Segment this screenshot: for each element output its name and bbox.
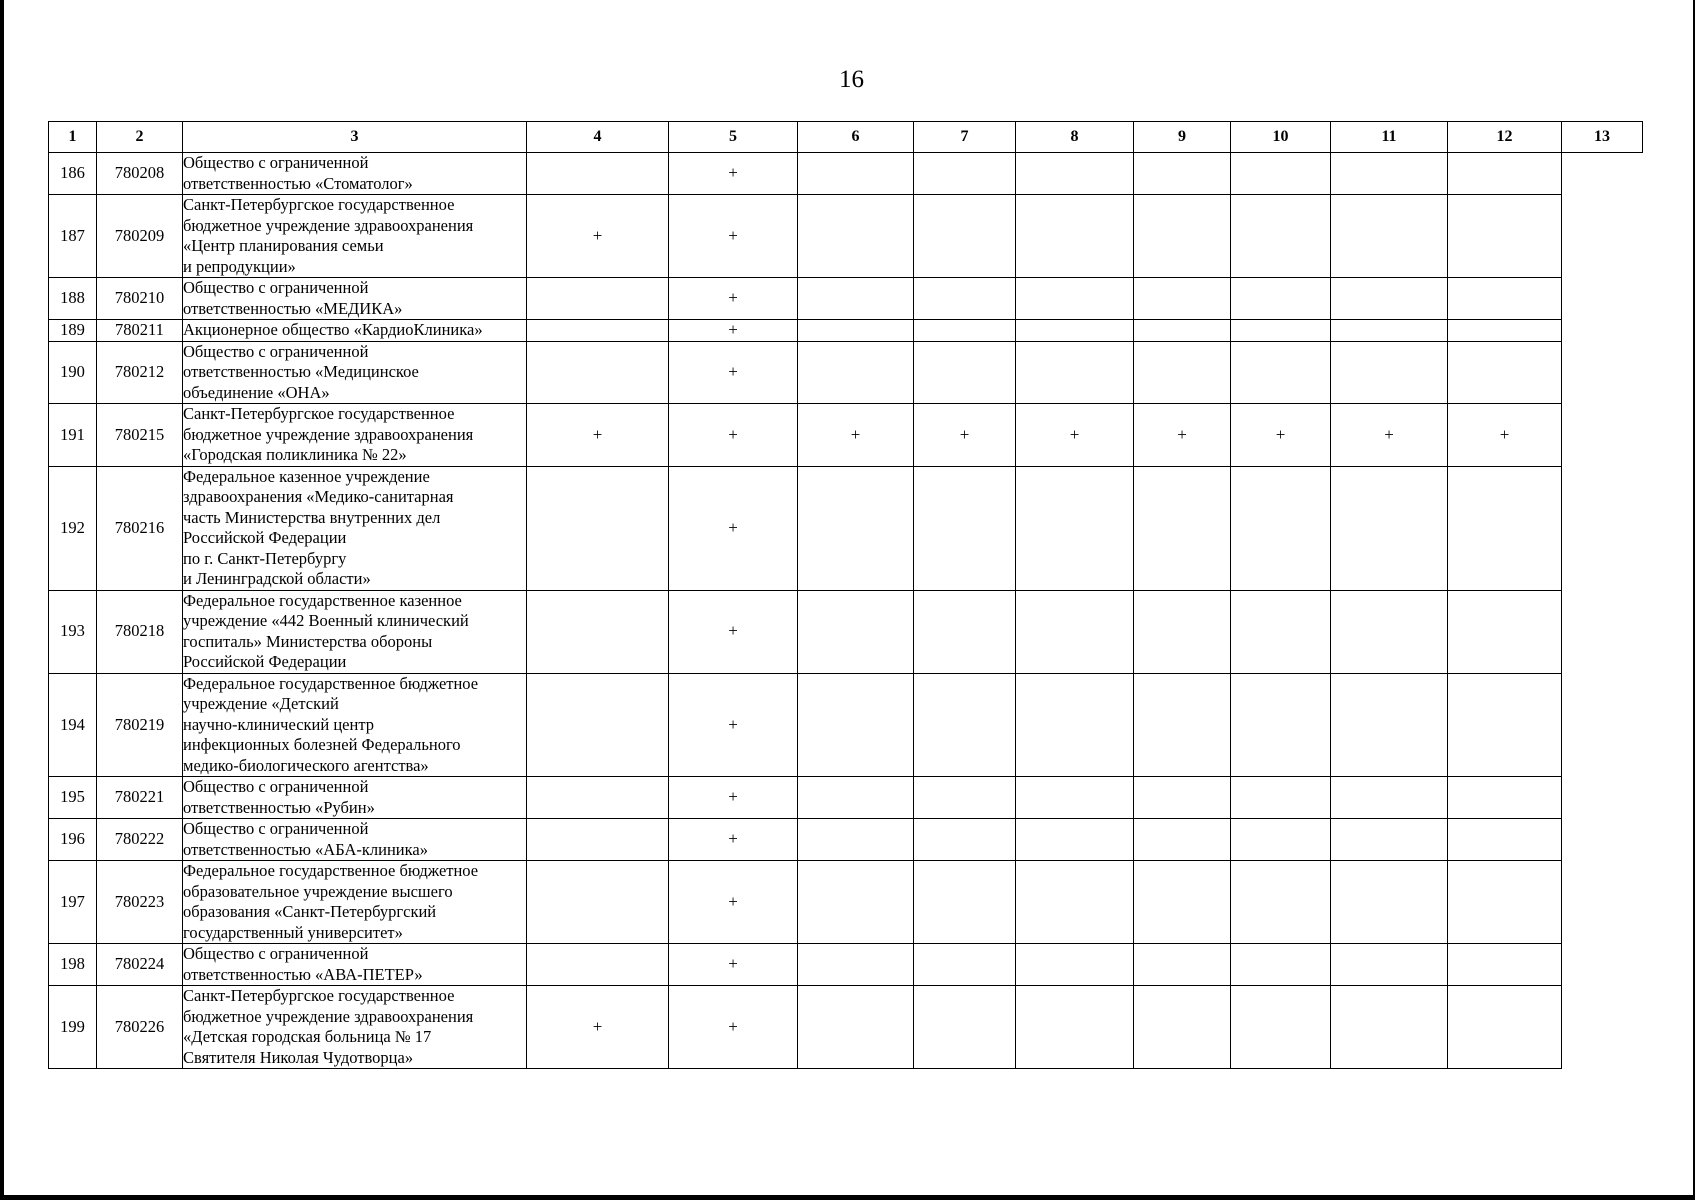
row-number-cell: 192: [49, 466, 97, 590]
mark-cell-col-10: [1231, 986, 1331, 1069]
column-header: 11: [1331, 122, 1448, 153]
mark-cell-col-11: [1331, 590, 1448, 673]
organization-name-line: учреждение «442 Военный клинический: [183, 611, 469, 630]
organization-name-line: и репродукции»: [183, 256, 296, 276]
organization-name-cell: [183, 861, 527, 944]
mark-cell-col-6: [798, 590, 914, 673]
organization-code-cell: 780210: [97, 278, 183, 320]
organization-name-line: часть Министерства внутренних дел: [183, 507, 441, 527]
mark-cell-col-6: [798, 278, 914, 320]
table-row: [49, 341, 1643, 404]
mark-cell-col-11: [1331, 320, 1448, 342]
mark-cell-col-6: [798, 320, 914, 342]
organization-name-cell: [183, 341, 527, 404]
organization-name-line: здравоохранения «Медико-санитарная: [183, 487, 454, 506]
mark-cell-col-12: [1448, 673, 1562, 777]
organization-name-line: Акционерное общество «КардиоКлиника»: [183, 320, 483, 339]
mark-cell-col-9: +: [1134, 404, 1231, 467]
mark-cell-col-7: +: [914, 404, 1016, 467]
mark-cell-col-10: [1231, 195, 1331, 278]
mark-cell-col-8: [1016, 986, 1134, 1069]
mark-cell-col-10: +: [1231, 404, 1331, 467]
table-row: [49, 466, 1643, 590]
mark-cell-col-7: [914, 278, 1016, 320]
organization-name-line: Общество с ограниченной: [183, 153, 369, 172]
organization-name-line: Общество с ограниченной: [183, 944, 369, 963]
organization-name-line: учреждение «Детский: [183, 694, 339, 713]
organization-name-line: бюджетное учреждение здравоохранения: [183, 215, 474, 235]
mark-cell-col-9: [1134, 819, 1231, 861]
column-header: 4: [527, 122, 669, 153]
mark-cell-col-6: [798, 777, 914, 819]
organization-name-line: ответственностью «Рубин»: [183, 797, 375, 817]
registry-table: [48, 121, 1643, 1069]
column-header: 10: [1231, 122, 1331, 153]
row-number-cell: 191: [49, 404, 97, 467]
mark-cell-col-4: [527, 278, 669, 320]
mark-cell-col-4: [527, 819, 669, 861]
table-row: [49, 195, 1643, 278]
mark-cell-col-4: [527, 320, 669, 342]
column-header: 3: [183, 122, 527, 153]
organization-name-line: Российской Федерации: [183, 652, 347, 671]
organization-name-line: госпиталь» Министерства обороны: [183, 631, 433, 651]
mark-cell-col-4: [527, 673, 669, 777]
organization-name-line: ответственностью «Медицинское: [183, 362, 419, 381]
row-number-cell: 195: [49, 777, 97, 819]
organization-name-line: Общество с ограниченной: [183, 278, 369, 297]
row-number-cell: 199: [49, 986, 97, 1069]
mark-cell-col-12: [1448, 590, 1562, 673]
table-row: [49, 278, 1643, 320]
organization-name-line: Общество с ограниченной: [183, 777, 369, 796]
organization-code-cell: 780212: [97, 341, 183, 404]
organization-code-cell: 780221: [97, 777, 183, 819]
mark-cell-col-5: +: [669, 404, 798, 467]
organization-name-line: научно-клинический центр: [183, 714, 374, 734]
column-header: 8: [1016, 122, 1134, 153]
mark-cell-col-5: +: [669, 861, 798, 944]
organization-name-cell: [183, 673, 527, 777]
mark-cell-col-12: [1448, 466, 1562, 590]
mark-cell-col-5: +: [669, 320, 798, 342]
organization-name-line: ответственностью «АВА-ПЕТЕР»: [183, 964, 423, 984]
mark-cell-col-10: [1231, 341, 1331, 404]
organization-name-line: Общество с ограниченной: [183, 819, 369, 838]
organization-code-cell: 780215: [97, 404, 183, 467]
mark-cell-col-5: +: [669, 195, 798, 278]
organization-name-line: Федеральное государственное бюджетное: [183, 673, 479, 693]
mark-cell-col-7: [914, 466, 1016, 590]
mark-cell-col-4: [527, 341, 669, 404]
row-number-cell: 193: [49, 590, 97, 673]
mark-cell-col-10: [1231, 153, 1331, 195]
mark-cell-col-10: [1231, 590, 1331, 673]
column-header: 12: [1448, 122, 1562, 153]
mark-cell-col-11: [1331, 466, 1448, 590]
organization-name-line: образовательное учреждение высшего: [183, 881, 453, 901]
organization-name-line: Федеральное казенное учреждение: [183, 466, 430, 486]
mark-cell-col-12: [1448, 153, 1562, 195]
mark-cell-col-10: [1231, 861, 1331, 944]
column-header: 2: [97, 122, 183, 153]
mark-cell-col-10: [1231, 278, 1331, 320]
mark-cell-col-5: +: [669, 466, 798, 590]
table-row: [49, 944, 1643, 986]
mark-cell-col-10: [1231, 944, 1331, 986]
mark-cell-col-10: [1231, 320, 1331, 342]
mark-cell-col-7: [914, 777, 1016, 819]
mark-cell-col-4: +: [527, 195, 669, 278]
mark-cell-col-12: +: [1448, 404, 1562, 467]
mark-cell-col-4: +: [527, 986, 669, 1069]
mark-cell-col-7: [914, 590, 1016, 673]
organization-name-line: Санкт-Петербургское государственное: [183, 195, 455, 214]
mark-cell-col-4: [527, 466, 669, 590]
row-number-cell: 187: [49, 195, 97, 278]
mark-cell-col-11: [1331, 944, 1448, 986]
mark-cell-col-11: +: [1331, 404, 1448, 467]
mark-cell-col-6: [798, 944, 914, 986]
row-number-cell: 197: [49, 861, 97, 944]
mark-cell-col-6: [798, 466, 914, 590]
table-row: [49, 153, 1643, 195]
mark-cell-col-6: +: [798, 404, 914, 467]
mark-cell-col-6: [798, 195, 914, 278]
mark-cell-col-11: [1331, 819, 1448, 861]
table-row: [49, 777, 1643, 819]
mark-cell-col-4: [527, 153, 669, 195]
mark-cell-col-12: [1448, 944, 1562, 986]
organization-code-cell: 780208: [97, 153, 183, 195]
organization-name-line: бюджетное учреждение здравоохранения: [183, 1006, 474, 1026]
mark-cell-col-7: [914, 673, 1016, 777]
mark-cell-col-5: +: [669, 673, 798, 777]
mark-cell-col-8: [1016, 777, 1134, 819]
organization-name-cell: [183, 590, 527, 673]
mark-cell-col-8: [1016, 153, 1134, 195]
table-row: [49, 404, 1643, 467]
organization-name-line: медико-биологического агентства»: [183, 755, 429, 775]
table-row: [49, 861, 1643, 944]
mark-cell-col-9: [1134, 341, 1231, 404]
table-row: [49, 590, 1643, 673]
mark-cell-col-5: +: [669, 153, 798, 195]
table-header-row: [49, 122, 1643, 153]
organization-name-line: объединение «ОНА»: [183, 382, 330, 402]
mark-cell-col-11: [1331, 195, 1448, 278]
table-row: [49, 320, 1643, 342]
organization-name-cell: [183, 195, 527, 278]
mark-cell-col-5: +: [669, 590, 798, 673]
mark-cell-col-8: [1016, 466, 1134, 590]
mark-cell-col-7: [914, 986, 1016, 1069]
mark-cell-col-8: [1016, 341, 1134, 404]
row-number-cell: 196: [49, 819, 97, 861]
organization-code-cell: 780218: [97, 590, 183, 673]
row-number-cell: 194: [49, 673, 97, 777]
organization-name-cell: [183, 278, 527, 320]
organization-code-cell: 780224: [97, 944, 183, 986]
mark-cell-col-4: [527, 777, 669, 819]
mark-cell-col-8: [1016, 590, 1134, 673]
organization-code-cell: 780219: [97, 673, 183, 777]
mark-cell-col-7: [914, 320, 1016, 342]
mark-cell-col-12: [1448, 278, 1562, 320]
mark-cell-col-7: [914, 153, 1016, 195]
organization-name-line: ответственностью «АБА-клиника»: [183, 839, 428, 859]
organization-code-cell: 780223: [97, 861, 183, 944]
organization-code-cell: 780211: [97, 320, 183, 342]
organization-name-line: ответственностью «Стоматолог»: [183, 173, 413, 193]
mark-cell-col-5: +: [669, 819, 798, 861]
mark-cell-col-6: [798, 153, 914, 195]
organization-name-cell: [183, 944, 527, 986]
organization-code-cell: 780216: [97, 466, 183, 590]
organization-name-cell: [183, 320, 527, 342]
organization-name-line: Санкт-Петербургское государственное: [183, 986, 455, 1005]
mark-cell-col-9: [1134, 986, 1231, 1069]
mark-cell-col-12: [1448, 195, 1562, 278]
row-number-cell: 188: [49, 278, 97, 320]
organization-name-cell: [183, 819, 527, 861]
column-header: 5: [669, 122, 798, 153]
mark-cell-col-12: [1448, 341, 1562, 404]
mark-cell-col-8: [1016, 944, 1134, 986]
column-header: 1: [49, 122, 97, 153]
mark-cell-col-11: [1331, 986, 1448, 1069]
row-number-cell: 189: [49, 320, 97, 342]
mark-cell-col-9: [1134, 861, 1231, 944]
organization-name-line: инфекционных болезней Федерального: [183, 735, 461, 754]
mark-cell-col-4: [527, 861, 669, 944]
table-row: [49, 673, 1643, 777]
mark-cell-col-6: [798, 819, 914, 861]
mark-cell-col-8: [1016, 320, 1134, 342]
organization-name-line: Святителя Николая Чудотворца»: [183, 1047, 414, 1067]
organization-name-cell: [183, 404, 527, 467]
mark-cell-col-9: [1134, 278, 1231, 320]
mark-cell-col-6: [798, 341, 914, 404]
mark-cell-col-9: [1134, 320, 1231, 342]
row-number-cell: 190: [49, 341, 97, 404]
row-number-cell: 198: [49, 944, 97, 986]
organization-name-line: «Детская городская больница № 17: [183, 1027, 432, 1046]
mark-cell-col-8: [1016, 673, 1134, 777]
mark-cell-col-7: [914, 944, 1016, 986]
mark-cell-col-11: [1331, 673, 1448, 777]
organization-name-line: «Центр планирования семьи: [183, 236, 384, 255]
column-header: 9: [1134, 122, 1231, 153]
organization-name-cell: [183, 153, 527, 195]
mark-cell-col-10: [1231, 777, 1331, 819]
organization-name-line: Федеральное государственное казенное: [183, 590, 462, 610]
mark-cell-col-12: [1448, 861, 1562, 944]
organization-code-cell: 780209: [97, 195, 183, 278]
organization-name-line: Санкт-Петербургское государственное: [183, 404, 455, 423]
mark-cell-col-12: [1448, 777, 1562, 819]
mark-cell-col-6: [798, 986, 914, 1069]
organization-name-line: образования «Санкт-Петербургский: [183, 902, 437, 921]
mark-cell-col-8: [1016, 278, 1134, 320]
organization-code-cell: 780226: [97, 986, 183, 1069]
organization-name-line: Общество с ограниченной: [183, 341, 369, 361]
mark-cell-col-11: [1331, 861, 1448, 944]
mark-cell-col-12: [1448, 320, 1562, 342]
mark-cell-col-4: [527, 944, 669, 986]
mark-cell-col-5: +: [669, 777, 798, 819]
organization-code-cell: 780222: [97, 819, 183, 861]
table-body: [49, 153, 1643, 1069]
mark-cell-col-12: [1448, 819, 1562, 861]
mark-cell-col-9: [1134, 673, 1231, 777]
column-header: 7: [914, 122, 1016, 153]
organization-name-line: ответственностью «МЕДИКА»: [183, 298, 403, 318]
mark-cell-col-7: [914, 341, 1016, 404]
organization-name-cell: [183, 986, 527, 1069]
page-number: 16: [839, 66, 864, 93]
organization-name-line: Федеральное государственное бюджетное: [183, 861, 479, 880]
organization-name-cell: [183, 466, 527, 590]
mark-cell-col-9: [1134, 153, 1231, 195]
mark-cell-col-5: +: [669, 986, 798, 1069]
mark-cell-col-10: [1231, 673, 1331, 777]
mark-cell-col-9: [1134, 195, 1231, 278]
mark-cell-col-9: [1134, 777, 1231, 819]
organization-name-line: и Ленинградской области»: [183, 569, 371, 588]
mark-cell-col-11: [1331, 341, 1448, 404]
mark-cell-col-11: [1331, 153, 1448, 195]
mark-cell-col-5: +: [669, 944, 798, 986]
organization-name-line: Российской Федерации: [183, 528, 347, 547]
mark-cell-col-8: +: [1016, 404, 1134, 467]
row-number-cell: 186: [49, 153, 97, 195]
mark-cell-col-10: [1231, 466, 1331, 590]
mark-cell-col-7: [914, 819, 1016, 861]
mark-cell-col-11: [1331, 278, 1448, 320]
mark-cell-col-5: +: [669, 341, 798, 404]
column-header: 13: [1562, 122, 1643, 153]
organization-name-line: бюджетное учреждение здравоохранения: [183, 424, 474, 444]
mark-cell-col-8: [1016, 195, 1134, 278]
mark-cell-col-9: [1134, 590, 1231, 673]
organization-name-line: «Городская поликлиника № 22»: [183, 445, 407, 464]
mark-cell-col-5: +: [669, 278, 798, 320]
mark-cell-col-8: [1016, 819, 1134, 861]
organization-name-line: по г. Санкт-Петербургу: [183, 548, 347, 568]
mark-cell-col-4: +: [527, 404, 669, 467]
organization-name-cell: [183, 777, 527, 819]
mark-cell-col-7: [914, 195, 1016, 278]
table-row: [49, 819, 1643, 861]
mark-cell-col-8: [1016, 861, 1134, 944]
mark-cell-col-11: [1331, 777, 1448, 819]
mark-cell-col-6: [798, 861, 914, 944]
mark-cell-col-7: [914, 861, 1016, 944]
mark-cell-col-10: [1231, 819, 1331, 861]
table-row: [49, 986, 1643, 1069]
mark-cell-col-4: [527, 590, 669, 673]
mark-cell-col-6: [798, 673, 914, 777]
mark-cell-col-9: [1134, 944, 1231, 986]
column-header: 6: [798, 122, 914, 153]
mark-cell-col-9: [1134, 466, 1231, 590]
organization-name-line: государственный университет»: [183, 922, 403, 942]
mark-cell-col-12: [1448, 986, 1562, 1069]
